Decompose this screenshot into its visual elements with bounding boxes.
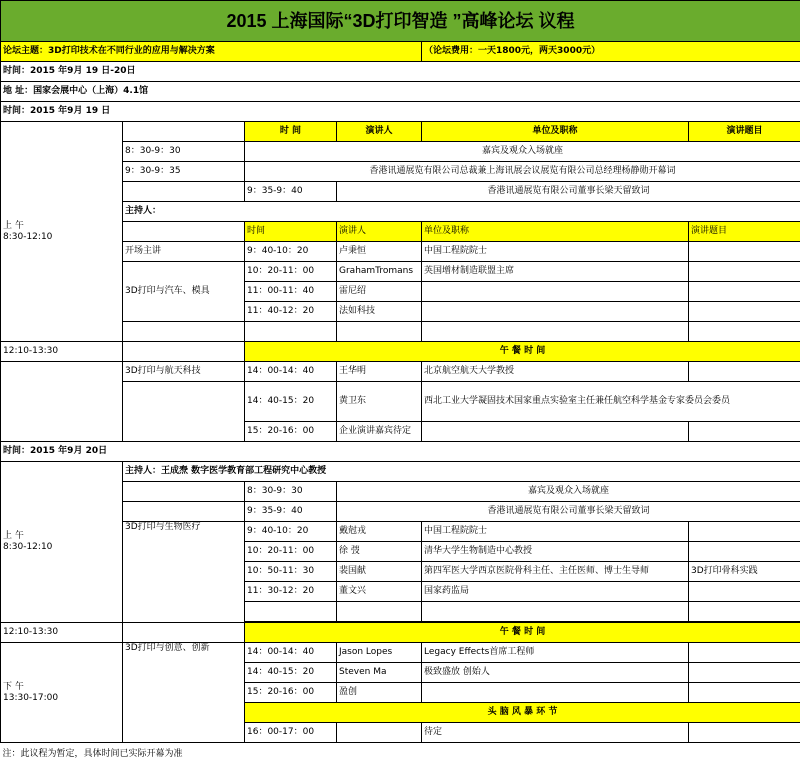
header-org: 单位及职称 [422,222,689,242]
row-speaker: 裴国献 [337,562,422,582]
row-time: 15：20-16：00 [245,683,337,703]
row-speaker: 徐 弢 [337,542,422,562]
footnote: 注：此议程为暂定，具体时间已实际开幕为准 [1,743,800,765]
row-org: 中国工程院院士 [422,522,689,542]
row-org: 极致盛放 创始人 [422,663,689,683]
forum-theme: 论坛主题：3D打印技术在不同行业的应用与解决方案 [1,42,422,62]
row-time: 15：20-16：00 [245,422,337,442]
row-org [422,282,689,302]
row-desc: 香港讯通展览有限公司董事长梁天留致词 [337,182,800,202]
row-topic: 3D打印骨科实践 [689,562,800,582]
day1-morning-label: 上 午 8:30-12:10 [1,122,123,342]
row-org: 西北工业大学凝固技术国家重点实验室主任兼任航空科学基金专家委员会委员 [422,382,800,422]
day2-host: 主持人：王成焘 数字医学教育部工程研究中心教授 [123,462,800,482]
row-speaker: Steven Ma [337,663,422,683]
session-label: 3D打印与创意、创新 [123,643,245,743]
session-label: 3D打印与生物医疗 [123,522,245,623]
row-speaker: 黄卫东 [337,382,422,422]
lunch-banner: 午 餐 时 间 [245,342,800,362]
row-time: 10：20-11：00 [245,542,337,562]
row-time: 14：00-14：40 [245,362,337,382]
row-speaker: Jason Lopes [337,643,422,663]
row-desc: 香港讯通展览有限公司董事长梁天留致词 [337,502,800,522]
row-desc: 嘉宾及观众入场就座 [337,482,800,502]
row-time: 16：00-17：00 [245,723,337,743]
row-time: 9：40-10：20 [245,242,337,262]
row-speaker: 企业演讲嘉宾待定 [337,422,422,442]
row-org [422,683,689,703]
row-org: 国家药监局 [422,582,689,602]
row-speaker: 戴尅戎 [337,522,422,542]
header-topic: 演讲题目 [689,222,800,242]
row-time: 8：30-9：30 [245,482,337,502]
lunch-time: 12:10-13:30 [1,623,123,643]
location: 地 址：国家会展中心（上海）4.1馆 [1,82,800,102]
row-speaker: GrahamTromans [337,262,422,282]
row-speaker: 王华明 [337,362,422,382]
row-time: 14：00-14：40 [245,643,337,663]
row-time: 10：50-11：30 [245,562,337,582]
row-speaker: 盈创 [337,683,422,703]
row-org: 中国工程院院士 [422,242,689,262]
session-label: 开场主讲 [123,242,245,262]
row-org: 第四军医大学西京医院骨科主任、主任医师、博士生导师 [422,562,689,582]
header-speaker: 演讲人 [337,222,422,242]
row-org: Legacy Effects首席工程师 [422,643,689,663]
row-time: 8：30-9：30 [123,142,245,162]
row-speaker: 法如科技 [337,302,422,322]
row-time: 11：00-11：40 [245,282,337,302]
row-time: 14：40-15：20 [245,382,337,422]
header-org: 单位及职称 [422,122,689,142]
header-topic: 演讲题目 [689,122,800,142]
session-label: 3D打印与航天科技 [123,362,245,382]
brainstorm-banner: 头 脑 风 暴 环 节 [245,703,800,723]
row-time: 10：20-11：00 [245,262,337,282]
row-time: 9：40-10：20 [245,522,337,542]
row-speaker: 卢秉恒 [337,242,422,262]
row-org: 待定 [422,723,689,743]
day2-morning-label: 上 午 8:30-12:10 [1,462,123,623]
row-desc: 嘉宾及观众入场就座 [245,142,800,162]
header-time: 时间 [245,222,337,242]
day2-afternoon-label: 下 午 13:30-17:00 [1,643,123,743]
forum-fee: （论坛费用：一天1800元，两天3000元） [422,42,800,62]
header-speaker: 演讲人 [337,122,422,142]
day2-date: 时间：2015 年9月 20日 [1,442,800,462]
row-speaker: 雷尼绍 [337,282,422,302]
lunch-banner: 午 餐 时 间 [245,623,800,643]
row-org: 清华大学生物制造中心教授 [422,542,689,562]
row-time: 11：40-12：20 [245,302,337,322]
row-desc: 香港讯通展览有限公司总裁兼上海讯展会议展览有限公司总经理杨静勋开幕词 [245,162,800,182]
header-time: 时 间 [245,122,337,142]
row-time: 9：35-9：40 [245,182,337,202]
time-range: 时间：2015 年9月 19 日-20日 [1,62,800,82]
lunch-time: 12:10-13:30 [1,342,123,362]
row-org: 英国增材制造联盟主席 [422,262,689,282]
page-title: 2015 上海国际“3D打印智造 ”高峰论坛 议程 [1,1,800,42]
row-org: 北京航空航天大学教授 [422,362,689,382]
session-label: 3D打印与汽车、模具 [123,262,245,322]
row-time: 9：30-9：35 [123,162,245,182]
row-time: 11：30-12：20 [245,582,337,602]
day1-host: 主持人： [123,202,800,222]
row-time: 9：35-9：40 [245,502,337,522]
row-speaker: 董文兴 [337,582,422,602]
day1-date: 时间：2015 年9月 19 日 [1,102,800,122]
row-org [422,302,689,322]
row-time: 14：40-15：20 [245,663,337,683]
